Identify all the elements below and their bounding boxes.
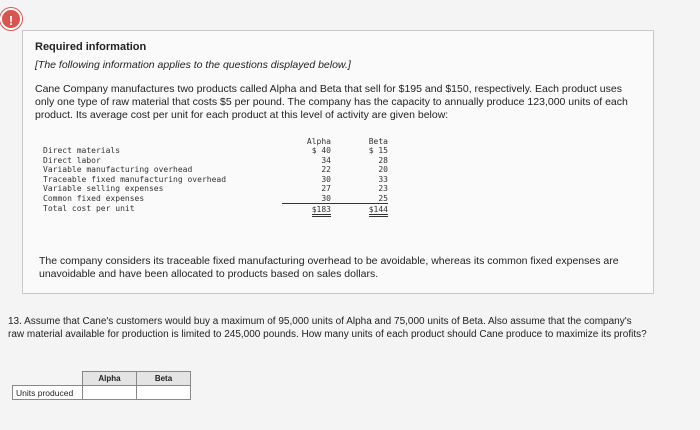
beta-value: 33 (378, 174, 388, 184)
beta-units-cell (137, 386, 191, 400)
required-information-panel (22, 30, 654, 294)
beta-value: 28 (378, 155, 388, 165)
row-label: Direct labor (43, 155, 101, 165)
instruction-note: [The following information applies to the questions displayed below.] (35, 59, 351, 71)
avoidable-cost-note: The company considers its traceable fixed manufacturing overhead to be avoidable, whereas its common fixed expenses are unavoidable and have been allocated to products based on sales dollars. (39, 255, 619, 280)
question-13: 13. Assume that Cane's customers would buy a maximum of 95,000 units of Alpha and 75,000 units of Beta. Also assume that the company's raw material available for production is limited to 245,000 pounds. How many units of each product should Cane produce to maximize its profits? (8, 316, 647, 340)
answer-header-spacer (13, 372, 83, 386)
table-row (43, 184, 388, 194)
column-header-alpha: Alpha (306, 137, 331, 146)
column-header-beta: Beta (368, 137, 388, 146)
table-row (43, 146, 388, 156)
row-label: Direct materials (43, 146, 121, 156)
alpha-total: $183 (282, 203, 331, 214)
alpha-units-cell (83, 386, 137, 400)
beta-value: 20 (378, 165, 388, 175)
beta-value: 23 (378, 184, 388, 194)
row-label: Variable selling expenses (43, 184, 164, 194)
table-row (43, 175, 388, 185)
table-row (43, 194, 388, 204)
beta-total: $144 (331, 203, 388, 214)
required-information-title: Required information (35, 41, 147, 53)
table-spacer (43, 137, 282, 146)
total-label: Total cost per unit (43, 203, 135, 213)
units-produced-row (13, 386, 191, 400)
units-produced-label: Units produced (13, 386, 83, 400)
problem-intro: Cane Company manufactures two products called Alpha and Beta that sell for $195 and $150, respectively. Each product uses only one type of raw material that costs $5 per pound. The company has the capacity to annually produce 123,000 units of each product. Its average cost per unit for each product at this level of activity are given below: (35, 83, 628, 121)
alpha-units-input[interactable] (83, 386, 136, 399)
answer-header-beta: Beta (137, 372, 191, 386)
alpha-value: 22 (321, 165, 331, 175)
table-row (43, 156, 388, 166)
table-row (43, 165, 388, 175)
row-label: Traceable fixed manufacturing overhead (43, 174, 227, 184)
alpha-value: 30 (321, 174, 331, 184)
alpha-value: 34 (321, 155, 331, 165)
beta-value: 25 (378, 193, 388, 203)
alpha-value: 27 (321, 184, 331, 194)
total-row (43, 203, 388, 214)
alert-icon: ! (0, 8, 22, 30)
alpha-value: $ 40 (311, 146, 331, 156)
answer-table (12, 371, 191, 400)
answer-header-alpha: Alpha (83, 372, 137, 386)
alpha-value: 30 (321, 193, 331, 203)
row-label: Variable manufacturing overhead (43, 165, 193, 175)
cost-per-unit-table (43, 137, 388, 214)
row-label: Common fixed expenses (43, 193, 145, 203)
beta-units-input[interactable] (137, 386, 190, 399)
beta-value: $ 15 (368, 146, 388, 156)
